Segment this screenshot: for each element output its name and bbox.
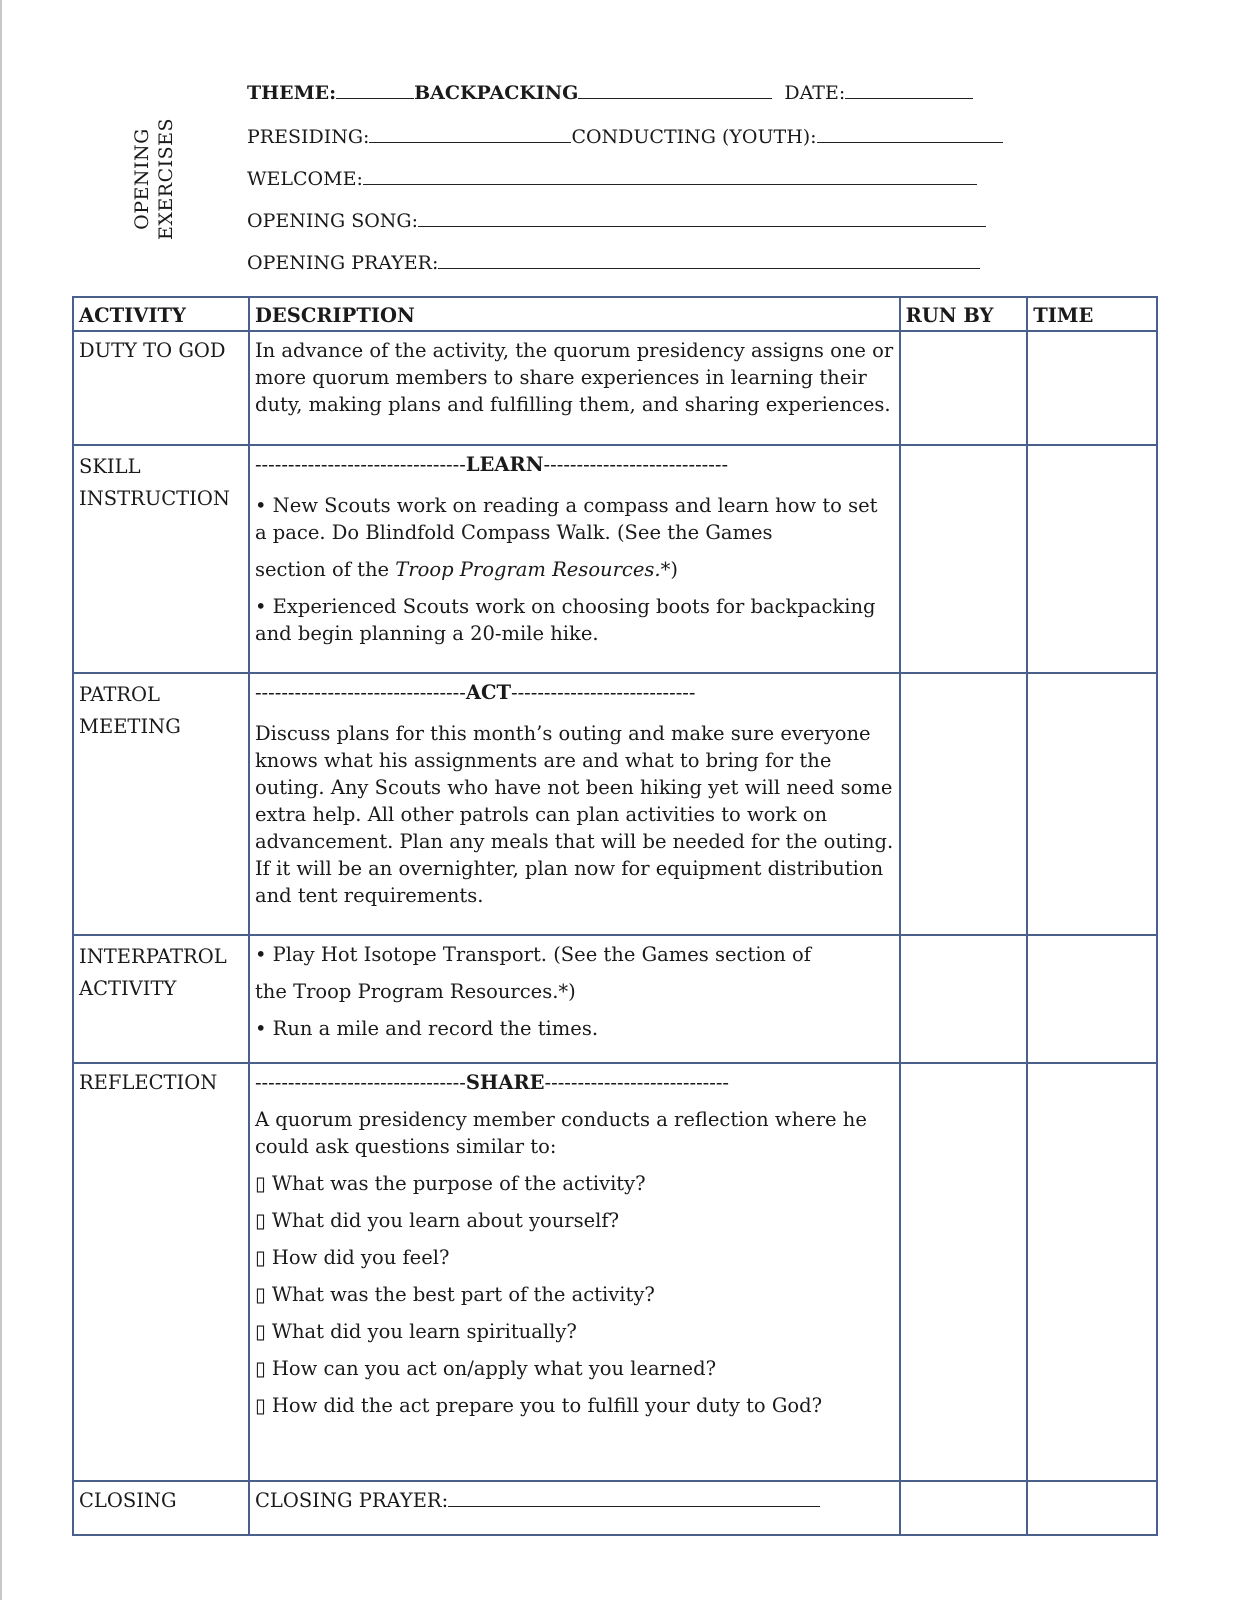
activity-cell [73,673,249,935]
col-run-by: RUN BY [900,297,1028,331]
activity-table [72,296,1158,1536]
activity-instruction: INSTRUCTION [79,487,230,510]
table-row [73,935,1157,1063]
time-cell[interactable] [1027,445,1157,673]
col-activity: ACTIVITY [73,297,249,331]
theme-blank-post[interactable] [578,80,772,99]
share-divider [255,1069,894,1096]
activity-patrol: PATROL [79,683,160,706]
opening-song-line [247,208,986,232]
description-cell [249,331,900,445]
time-cell[interactable] [1027,1063,1157,1481]
duty-text: In advance of the activity, the quorum presidency assigns one or more quorum members to share experiences in learning their duty, making plans and fulfilling them, and sharing experiences. [254,339,894,416]
table-row [73,1063,1157,1481]
date-field[interactable] [845,80,973,99]
presiding-line [247,124,1003,148]
col-time: TIME [1027,297,1157,331]
table-row [73,331,1157,445]
reflection-question: ▯ How did the act prepare you to fulfill your duty to God? [254,1394,823,1417]
run-by-cell[interactable] [900,445,1028,673]
skill-bullet-1-cont [255,556,894,583]
run-by-cell[interactable] [900,935,1028,1063]
skill-cont-post: ) [670,558,678,581]
skill-cont-pre: section of the [254,558,396,581]
activity-skill: SKILL [79,455,141,478]
act-heading: ACT [465,681,511,704]
opening-prayer-field[interactable] [438,250,980,269]
reflection-question: ▯ How can you act on/apply what you learned? [254,1357,717,1380]
patrol-text: Discuss plans for this month’s outing and make sure everyone knows what his assignments are and what to bring for the outing. Any Scouts who have not been hiking yet will need some extra help. All other patrols can plan activities to work on advancement. Plan any meals that will be needed for the outing. If it will be an overnighter, plan now for equipment distribution and tent requirements. [254,722,894,907]
exercises-word: EXERCISES [155,117,177,240]
interpatrol-bullet-2: • Run a mile and record the times. [254,1017,599,1040]
welcome-label: WELCOME: [247,168,363,190]
skill-bullet-2: • Experienced Scouts work on choosing boots for backpacking and begin planning a 20-mile hike. [254,595,876,645]
closing-prayer-label: CLOSING PRAYER: [254,1489,449,1512]
dash-left: -------------------------------- [254,681,466,704]
table-row [73,673,1157,935]
description-cell [249,445,900,673]
learn-divider [255,451,894,478]
welcome-field[interactable] [363,166,977,185]
theme-label: THEME: [247,82,337,104]
activity-interpatrol: INTERPATROL [79,945,227,968]
theme-line [247,80,973,104]
page-edge [0,0,2,1600]
description-cell [249,1063,900,1481]
learn-heading: LEARN [465,453,544,476]
welcome-line [247,166,977,190]
col-description: DESCRIPTION [249,297,900,331]
opening-word: OPENING [131,128,153,230]
activity-reflection: REFLECTION [73,1063,249,1481]
run-by-cell[interactable] [900,1063,1028,1481]
time-cell[interactable] [1027,331,1157,445]
reflection-question: ▯ What did you learn about yourself? [254,1209,620,1232]
activity-meeting: MEETING [79,715,181,738]
share-heading: SHARE [465,1071,545,1094]
dash-right: ---------------------------- [544,1071,730,1094]
reflection-question: ▯ How did you feel? [254,1246,450,1269]
reflection-intro: A quorum presidency member conducts a reflection where he could ask questions similar to: [254,1108,867,1158]
conducting-label: CONDUCTING (YOUTH): [571,126,817,148]
time-cell[interactable] [1027,935,1157,1063]
date-label: DATE: [784,82,846,104]
time-cell[interactable] [1027,1481,1157,1535]
troop-program-resources: Troop Program Resources.* [395,558,671,581]
presiding-field[interactable] [369,124,571,143]
theme-value: BACKPACKING [414,82,579,104]
dash-right: ---------------------------- [543,453,729,476]
dash-left: -------------------------------- [254,1071,466,1094]
time-cell[interactable] [1027,673,1157,935]
presiding-label: PRESIDING: [247,126,370,148]
act-divider [255,679,894,706]
description-cell [249,935,900,1063]
dash-right: ---------------------------- [510,681,696,704]
activity-cell [73,935,249,1063]
opening-exercises-heading [130,118,178,240]
opening-prayer-label: OPENING PRAYER: [247,252,439,274]
reflection-question: ▯ What was the best part of the activity? [254,1283,655,1306]
table-header-row [73,297,1157,331]
run-by-cell[interactable] [900,673,1028,935]
description-cell [249,1481,900,1535]
interpatrol-bullet-1: • Play Hot Isotope Transport. (See the Games section of [254,943,812,966]
dash-left: -------------------------------- [254,453,466,476]
activity-activity: ACTIVITY [79,977,177,1000]
opening-song-field[interactable] [418,208,986,227]
run-by-cell[interactable] [900,1481,1028,1535]
opening-song-label: OPENING SONG: [247,210,418,232]
table-row [73,445,1157,673]
theme-blank-pre[interactable] [336,80,414,99]
reflection-question: ▯ What was the purpose of the activity? [254,1172,646,1195]
conducting-field[interactable] [817,124,1003,143]
description-cell [249,673,900,935]
reflection-question: ▯ What did you learn spiritually? [254,1320,577,1343]
opening-prayer-line [247,250,980,274]
run-by-cell[interactable] [900,331,1028,445]
table-row [73,1481,1157,1535]
interpatrol-bullet-1-cont: the Troop Program Resources.*) [254,980,576,1003]
activity-closing: CLOSING [73,1481,249,1535]
closing-prayer-field[interactable] [448,1488,820,1507]
skill-bullet-1: • New Scouts work on reading a compass and learn how to set a pace. Do Blindfold Compass Walk. (See the Games [254,494,878,544]
activity-duty-to-god: DUTY TO GOD [73,331,249,445]
activity-cell [73,445,249,673]
